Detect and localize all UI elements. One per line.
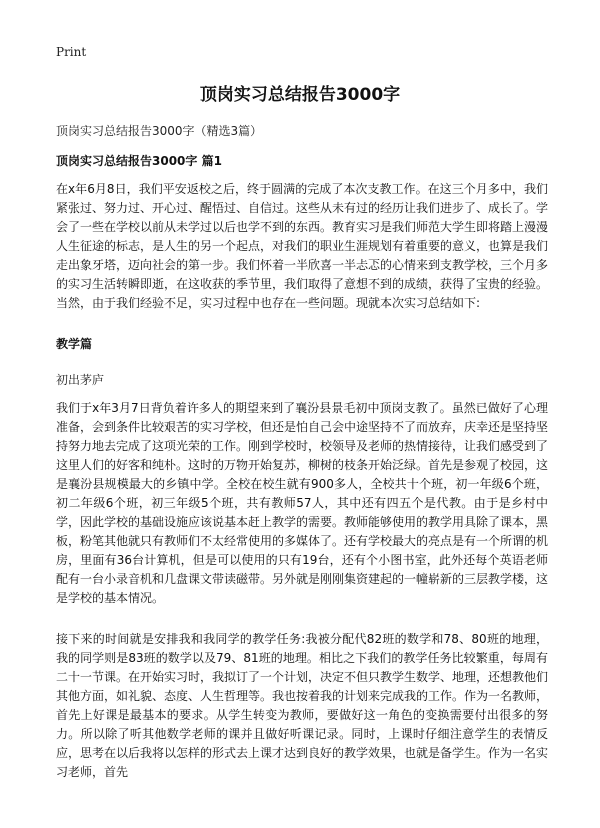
- document-title: 顶岗实习总结报告3000字: [199, 85, 401, 105]
- article-heading: 顶岗实习总结报告3000字 篇1: [56, 154, 222, 168]
- body-paragraph-two: 我们于x年3月7日背负着许多人的期望来到了襄汾县景毛初中顶岗支教了。虽然已做好了心理准备，会到条件比较艰苦的实习学校，但还是怕自己会中途坚持不了而放弃，庆幸还是坚持坚持努力地去完成了这项光荣的工作。刚到学校时，校领导及老师的热情接待，让我们感受到了这里人们的好客和纯朴。这时的万物开始复苏，柳树的枝条开始泛绿。首先是参观了校园，这是襄汾县规模最大的乡镇中学。全校在校生就有900多人，全校共十个班，初一年级6个班，初二年级6个班，初三年级5个班，共有教师57人，其中还有四五个是代教。由于是乡村中学，因此学校的基础设施应该说基本赶上教学的需要。教师能够使用的教学用具除了课本，黑板，粉笔其他就只有教师们不太经常使用的多媒体了。还有学校最大的亮点是有一个所谓的机房，里面有36台计算机，但是可以使用的只有19台，还有个小图书室，此外还每个英语老师配有一台小录音机和几盘课文带读磁带。另外就是刚刚集资建起的一幢崭新的三层教学楼，这是学校的基本情况。: [56, 401, 549, 605]
- body-paragraph-three: 接下来的时间就是安排我和我同学的教学任务:我被分配代82班的数学和78、80班的地理，我的同学则是83班的数学以及79、81班的地理。相比之下我们的教学任务比较繁重，每周有二十一节课。在开始实习时，我拟订了一个计划，决定不但只教学生数学、地理，还想教他们其他方面，如礼貌、态度、人生哲理等。我也按着我的计划来完成我的工作。作为一名教师，首先上好课是最基本的要求。从学生转变为教师，要做好这一角色的变换需要付出很多的努力。所以除了听其他数学老师的课并且做好听课记录。同时，上课时仔细注意学生的表情反应，思考在以后我将以怎样的形式去上课才达到良好的教学效果，也就是备学生。作为一名实习老师，首先: [56, 632, 549, 779]
- teaching-section-heading: 教学篇: [56, 337, 93, 351]
- print-link[interactable]: Print: [56, 45, 87, 59]
- intro-paragraph: 在x年6月8日，我们平安返校之后，终于圆满的完成了本次支教工作。在这三个月多中，我们紧张过、努力过、开心过、醒悟过、自信过。这些从未有过的经历让我们进步了、成长了。学会了一些在学校以前从未学过以后也学不到的东西。教育实习是我们师范大学生即将踏上漫漫人生征途的标志，是人生的另一个起点，对我们的职业生涯规划有着重要的意义，也算是我们走出象牙塔，迈向社会的第一步。我们怀着一半欣喜一半忐忑的心情来到支教学校，三个月多的实习生活转瞬即逝，在这收获的季节里，我们取得了意想不到的成绩，获得了宝贵的经验。当然，由于我们经验不足，实习过程中也存在一些问题。现就本次实习总结如下:: [56, 182, 549, 310]
- first-sub-heading: 初出茅庐: [56, 373, 105, 387]
- document-subtitle: 顶岗实习总结报告3000字（精选3篇）: [56, 124, 263, 138]
